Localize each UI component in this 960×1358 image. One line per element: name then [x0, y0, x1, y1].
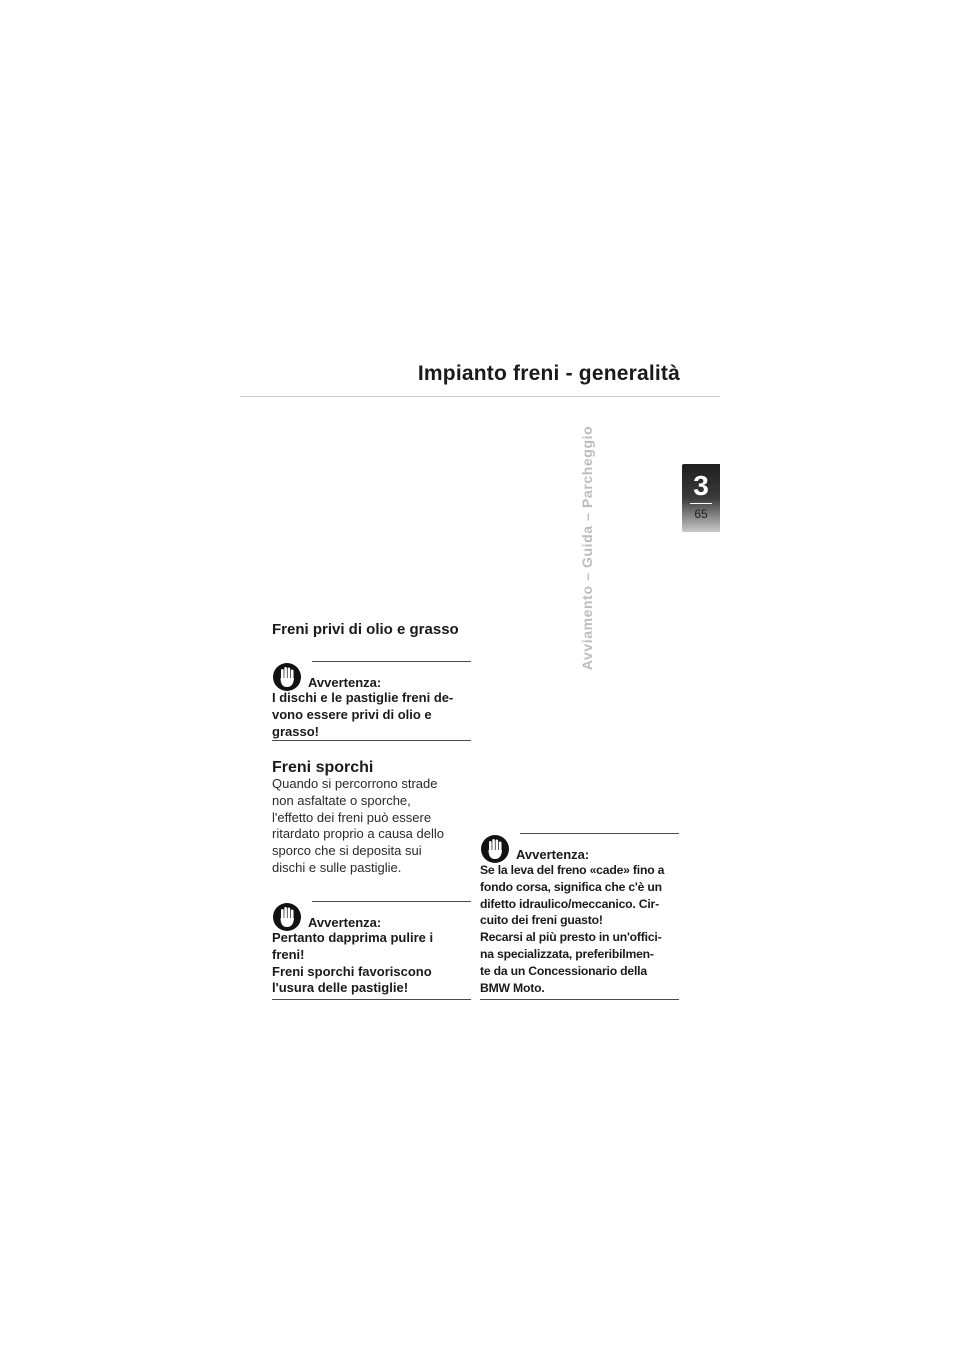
page-number: 65	[694, 507, 708, 521]
stop-hand-icon	[272, 662, 302, 692]
section-heading-dirty: Freni sporchi	[272, 759, 374, 776]
warning-line: te da un Concessionario della	[480, 963, 647, 978]
warning-text	[272, 690, 471, 740]
warning-label: Avvertenza:	[308, 675, 382, 690]
warning-text	[272, 930, 471, 997]
warning-line: Pertanto dapprima pulire i	[272, 930, 434, 945]
warning-box-oil-free	[272, 661, 471, 741]
section-heading-oil-free: Freni privi di olio e grasso	[272, 621, 459, 638]
warning-line: freni!	[272, 946, 305, 962]
body-line: l'effetto dei freni può essere	[272, 809, 432, 825]
warning-text	[480, 862, 679, 996]
warning-line: grasso!	[272, 723, 319, 739]
warning-line: na specializzata, preferibilmen-	[480, 946, 654, 961]
stop-hand-icon	[272, 902, 302, 932]
warning-line: l'usura delle pastiglie!	[272, 980, 409, 996]
warning-line: vono essere privi di olio e	[272, 706, 432, 722]
warning-line: difetto idraulico/meccanico. Cir-	[480, 896, 659, 911]
warning-label: Avvertenza:	[516, 847, 590, 862]
warning-line: Freni sporchi favoriscono	[272, 963, 432, 979]
warning-line: Se la leva del freno «cade» fino a	[480, 863, 665, 877]
chapter-separator	[690, 503, 712, 504]
warning-box-lever	[480, 833, 679, 1001]
warning-top-rule	[520, 833, 679, 834]
warning-line: fondo corsa, significa che c'è un	[480, 879, 662, 894]
warning-top-rule	[312, 661, 471, 662]
warning-label: Avvertenza:	[308, 915, 382, 930]
chapter-side-label: Avviamento – Guida – Parcheggio	[578, 425, 595, 671]
warning-line: cuito dei freni guasto!	[480, 913, 603, 928]
warning-line: I dischi e le pastiglie freni de-	[272, 690, 454, 705]
warning-line: BMW Moto.	[480, 980, 545, 995]
body-line: dischi e sulle pastiglie.	[272, 859, 402, 875]
warning-bottom-rule	[272, 740, 471, 741]
chapter-number: 3	[693, 470, 709, 501]
warning-bottom-rule	[272, 999, 471, 1000]
page-title: Impianto freni - generalità	[417, 362, 680, 385]
warning-top-rule	[312, 901, 471, 902]
body-line: ritardato proprio a causa dello	[272, 826, 444, 842]
chapter-tab	[682, 464, 720, 532]
warning-box-dirty	[272, 901, 471, 1001]
stop-hand-icon	[480, 834, 510, 864]
warning-bottom-rule	[480, 999, 679, 1000]
section-body-dirty	[272, 776, 472, 877]
body-line: Quando si percorrono strade	[272, 776, 438, 791]
body-line: non asfaltate o sporche,	[272, 792, 411, 808]
warning-line: Recarsi al più presto in un'offici-	[480, 930, 662, 945]
title-divider	[240, 396, 720, 397]
body-line: sporco che si deposita sui	[272, 843, 422, 859]
